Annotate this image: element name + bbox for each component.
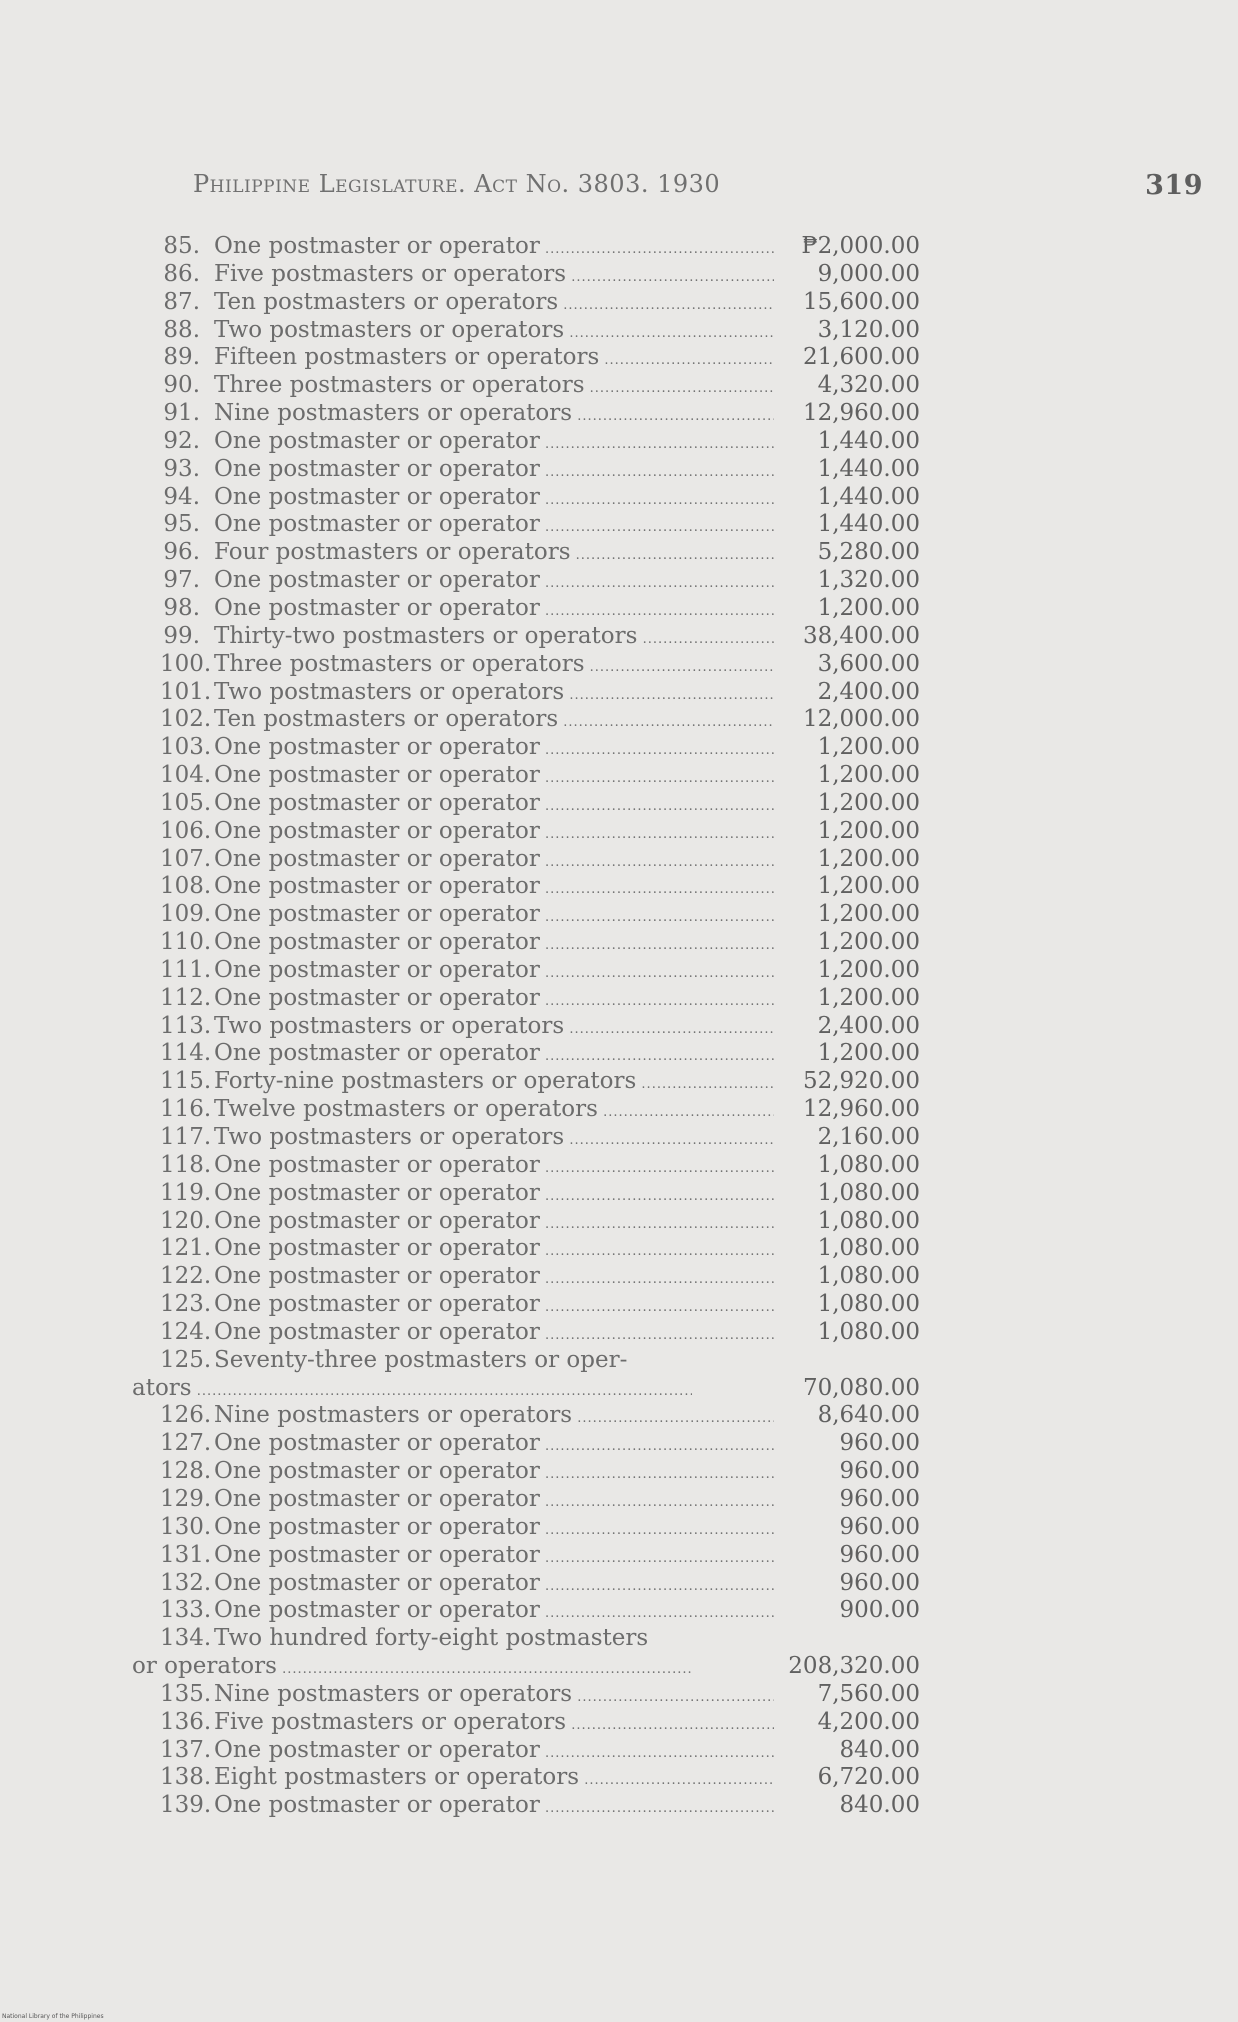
list-item (160, 651, 920, 679)
list-item (160, 1263, 920, 1291)
item-number: 99. (163, 622, 200, 649)
item-amount: 840.00 (839, 1792, 920, 1819)
item-number: 121. (160, 1235, 212, 1262)
item-amount: 9,000.00 (817, 260, 920, 287)
list-item (160, 1430, 920, 1458)
item-description: One postmaster or operator ..... (214, 1486, 774, 1517)
item-number: 136. (160, 1708, 212, 1735)
item-number: 109. (160, 901, 212, 928)
item-amount: 960.00 (839, 1458, 920, 1485)
page-number: 319 (1145, 170, 1203, 201)
item-amount: 5,280.00 (817, 539, 920, 566)
list-item (160, 1486, 920, 1514)
item-amount: 1,440.00 (817, 455, 920, 482)
item-number: 135. (160, 1680, 212, 1707)
item-description: One postmaster or operator ..... (214, 595, 774, 626)
item-description: Five postmasters or operators ..... (214, 261, 774, 292)
item-amount: 1,080.00 (817, 1151, 920, 1178)
item-amount: 1,080.00 (817, 1318, 920, 1345)
list-item (160, 957, 920, 985)
item-description: One postmaster or operator ..... (214, 1319, 774, 1350)
item-number: 108. (160, 873, 212, 900)
item-description: One postmaster or operator ..... (214, 1458, 774, 1489)
item-number: 117. (160, 1124, 212, 1150)
item-description: Eight postmasters or operators ..... (214, 1764, 774, 1795)
item-description: Four postmasters or operators ..... (214, 539, 774, 570)
page-header (193, 170, 1203, 210)
item-description: Nine postmasters or operators ..... (214, 1681, 774, 1712)
list-item (160, 1013, 920, 1041)
item-number: 130. (160, 1513, 212, 1540)
item-number: 138. (160, 1764, 212, 1791)
list-item (160, 484, 920, 512)
item-number: 105. (160, 789, 212, 816)
item-number: 129. (160, 1485, 212, 1512)
item-number: 133. (160, 1597, 212, 1624)
item-amount: 1,200.00 (817, 817, 920, 844)
list-item (160, 1764, 920, 1792)
item-description: One postmaster or operator ..... (214, 1235, 774, 1266)
item-number: 125. (160, 1346, 212, 1373)
item-description: Two hundred forty-eight postmasters (214, 1625, 649, 1652)
list-item (160, 400, 920, 428)
list-item (160, 372, 920, 400)
item-amount: 1,200.00 (817, 873, 920, 900)
item-number: 128. (160, 1458, 212, 1485)
list-item (160, 1681, 920, 1709)
list-item (160, 1597, 920, 1625)
list-item (160, 1570, 920, 1598)
item-description: Ten postmasters or operators ..... (214, 289, 774, 320)
item-description: One postmaster or operator ..... (214, 957, 774, 988)
item-number: 96. (163, 539, 200, 566)
list-item (160, 344, 920, 372)
list-item (160, 289, 920, 317)
list-item (160, 1792, 920, 1820)
item-number: 88. (163, 316, 200, 343)
item-description: One postmaster or operator ..... (214, 1514, 774, 1545)
item-amount: 1,080.00 (817, 1291, 920, 1318)
item-number: 115. (160, 1068, 212, 1095)
list-item (160, 539, 920, 567)
item-amount: 1,080.00 (817, 1263, 920, 1290)
item-description: Fifteen postmasters or operators ..... (214, 344, 774, 375)
footer-credit: National Library of the Philippines (2, 2013, 104, 2020)
item-number: 116. (160, 1096, 212, 1123)
item-number: 100. (160, 650, 212, 677)
item-amount: 2,160.00 (817, 1124, 920, 1150)
list-item (160, 1291, 920, 1319)
item-description: One postmaster or operator ..... (214, 901, 774, 932)
item-number: 110. (160, 929, 212, 956)
list-item (160, 567, 920, 595)
item-number: 132. (160, 1569, 212, 1596)
item-description: Two postmasters or operators ..... (214, 1124, 774, 1155)
item-number: 103. (160, 734, 212, 761)
list-item (132, 1374, 920, 1403)
item-number: 92. (163, 427, 200, 454)
item-amount: 960.00 (839, 1430, 920, 1457)
item-description: Nine postmasters or operators ..... (214, 1402, 774, 1433)
list-item (160, 317, 920, 345)
item-amount: 12,000.00 (802, 706, 920, 733)
item-description: One postmaster or operator ..... (214, 1430, 774, 1461)
list-item (160, 1737, 920, 1765)
item-number: 118. (160, 1151, 212, 1178)
list-item (160, 1208, 920, 1236)
item-number: 93. (163, 455, 200, 482)
item-description: One postmaster or operator ..... (214, 1180, 774, 1211)
list-item (160, 456, 920, 484)
item-number: 102. (160, 706, 212, 733)
item-number: 131. (160, 1541, 212, 1568)
list-item (160, 1402, 920, 1430)
item-number: 91. (163, 400, 200, 427)
item-amount: 840.00 (839, 1736, 920, 1763)
item-amount: 1,320.00 (817, 567, 920, 594)
item-number: 87. (163, 288, 200, 315)
item-amount: 1,200.00 (817, 762, 920, 789)
list-item (160, 1235, 920, 1263)
list-item (160, 1180, 920, 1208)
item-number: 97. (163, 567, 200, 594)
item-description: Three postmasters or operators ..... (214, 372, 774, 403)
list-item (160, 233, 920, 261)
item-description: One postmaster or operator ..... (214, 233, 774, 264)
item-amount: 1,200.00 (817, 734, 920, 761)
item-number: 89. (163, 344, 200, 371)
item-amount: 1,200.00 (817, 901, 920, 928)
list-item (160, 1096, 920, 1124)
list-item (160, 1068, 920, 1096)
item-amount: ₱2,000.00 (801, 233, 920, 259)
list-item (160, 1458, 920, 1486)
item-number: 94. (163, 483, 200, 510)
item-number: 127. (160, 1430, 212, 1457)
item-description: One postmaster or operator ..... (214, 484, 774, 515)
list-item (160, 595, 920, 623)
item-amount: 960.00 (839, 1569, 920, 1596)
item-number: 95. (163, 511, 200, 538)
item-amount: 12,960.00 (802, 400, 920, 427)
item-amount: 2,400.00 (817, 678, 920, 705)
item-amount: 15,600.00 (802, 288, 920, 315)
item-number: 120. (160, 1207, 212, 1234)
item-number: 124. (160, 1318, 212, 1345)
item-number: 126. (160, 1402, 212, 1429)
item-number: 139. (160, 1792, 212, 1819)
list-item (160, 985, 920, 1013)
item-description: One postmaster or operator ..... (214, 790, 774, 821)
list-item (160, 1347, 920, 1375)
item-number: 122. (160, 1263, 212, 1290)
item-description: Twelve postmasters or operators ..... (214, 1096, 774, 1127)
list-item (160, 1040, 920, 1068)
item-number: 134. (160, 1625, 212, 1652)
list-item (160, 1152, 920, 1180)
appropriation-list (132, 233, 920, 1820)
item-description: One postmaster or operator ..... (214, 1737, 774, 1768)
list-item (160, 706, 920, 734)
item-description: One postmaster or operator ..... (214, 1208, 774, 1239)
item-amount: 1,200.00 (817, 594, 920, 621)
item-description: One postmaster or operator ..... (214, 1152, 774, 1183)
item-amount: 960.00 (839, 1541, 920, 1568)
item-amount: 1,200.00 (817, 956, 920, 983)
item-amount: 208,320.00 (788, 1653, 920, 1680)
item-amount: 1,440.00 (817, 483, 920, 510)
item-amount: 21,600.00 (802, 344, 920, 371)
item-amount: 2,400.00 (817, 1012, 920, 1039)
item-description: Ten postmasters or operators ..... (214, 706, 774, 737)
item-description: One postmaster or operator ..... (214, 873, 774, 904)
list-item (160, 261, 920, 289)
item-description: One postmaster or operator ..... (214, 929, 774, 960)
list-item (160, 623, 920, 651)
item-amount: 1,440.00 (817, 511, 920, 538)
item-description: One postmaster or operator ..... (214, 1040, 774, 1071)
item-number: 85. (163, 233, 200, 259)
list-item (160, 511, 920, 539)
item-description: One postmaster or operator ..... (214, 985, 774, 1016)
item-amount: 4,200.00 (817, 1708, 920, 1735)
item-description: One postmaster or operator ..... (214, 1792, 774, 1823)
item-description: Seventy-three postmasters or oper- (214, 1346, 628, 1373)
list-item (160, 679, 920, 707)
list-item (160, 428, 920, 456)
item-number: 112. (160, 984, 212, 1011)
item-description: One postmaster or operator ..... (214, 1263, 774, 1294)
item-amount: 3,600.00 (817, 650, 920, 677)
item-amount: 70,080.00 (802, 1374, 920, 1401)
list-item (160, 929, 920, 957)
item-number: 106. (160, 817, 212, 844)
item-description: One postmaster or operator ..... (214, 1542, 774, 1573)
item-description: One postmaster or operator ..... (214, 734, 774, 765)
item-description: One postmaster or operator ..... (214, 1597, 774, 1628)
list-item (160, 734, 920, 762)
item-number: 123. (160, 1291, 212, 1318)
item-amount: 7,560.00 (817, 1680, 920, 1707)
item-amount: 1,080.00 (817, 1235, 920, 1262)
item-number: 86. (163, 260, 200, 287)
item-number: 101. (160, 678, 212, 705)
item-description: One postmaster or operator ..... (214, 567, 774, 598)
item-number: 114. (160, 1040, 212, 1067)
item-description: One postmaster or operator ..... (214, 818, 774, 849)
list-item (160, 818, 920, 846)
list-item (160, 873, 920, 901)
item-number: 98. (163, 594, 200, 621)
item-number: 111. (160, 956, 212, 983)
item-description: One postmaster or operator ..... (214, 762, 774, 793)
item-number: 113. (160, 1012, 212, 1039)
item-amount: 900.00 (839, 1597, 920, 1624)
item-amount: 1,200.00 (817, 789, 920, 816)
item-description: One postmaster or operator ..... (214, 428, 774, 459)
item-description: One postmaster or operator ..... (214, 846, 774, 877)
list-item (160, 762, 920, 790)
item-amount: 1,200.00 (817, 1040, 920, 1067)
item-number: 104. (160, 762, 212, 789)
item-description: One postmaster or operator ..... (214, 1570, 774, 1601)
item-number: 90. (163, 372, 200, 399)
item-amount: 8,640.00 (817, 1402, 920, 1429)
list-item (160, 901, 920, 929)
item-description: Two postmasters or operators ..... (214, 1013, 774, 1044)
list-item (160, 1542, 920, 1570)
list-item (160, 1319, 920, 1347)
list-item (160, 1124, 920, 1152)
item-amount: 1,080.00 (817, 1207, 920, 1234)
item-description: Thirty-two postmasters or operators ..... (214, 623, 774, 654)
item-amount: 38,400.00 (802, 622, 920, 649)
item-amount: 1,080.00 (817, 1179, 920, 1206)
item-description: One postmaster or operator ..... (214, 511, 774, 542)
item-description: Two postmasters or operators ..... (214, 317, 774, 348)
item-amount: 52,920.00 (802, 1068, 920, 1095)
item-number: 119. (160, 1179, 212, 1206)
item-description: Five postmasters or operators ..... (214, 1709, 774, 1740)
item-description: Three postmasters or operators ..... (214, 651, 774, 682)
running-title: Philippine Legislature. Act No. 3803. 1930 (193, 170, 721, 198)
item-amount: 960.00 (839, 1513, 920, 1540)
item-amount: 960.00 (839, 1485, 920, 1512)
list-item (160, 846, 920, 874)
item-number: 107. (160, 845, 212, 872)
item-description: One postmaster or operator ..... (214, 456, 774, 487)
item-amount: 1,200.00 (817, 845, 920, 872)
item-amount: 3,120.00 (817, 316, 920, 343)
item-description: Two postmasters or operators ..... (214, 679, 774, 710)
item-description: ators ..... (132, 1375, 692, 1406)
item-description: or operators ..... (132, 1653, 692, 1684)
item-amount: 1,200.00 (817, 984, 920, 1011)
item-amount: 1,440.00 (817, 427, 920, 454)
list-item (160, 1514, 920, 1542)
list-item (132, 1653, 920, 1681)
item-amount: 12,960.00 (802, 1096, 920, 1123)
list-item (160, 1625, 920, 1653)
item-number: 137. (160, 1736, 212, 1763)
item-description: Nine postmasters or operators ..... (214, 400, 774, 431)
item-amount: 6,720.00 (817, 1764, 920, 1791)
list-item (160, 790, 920, 818)
item-amount: 1,200.00 (817, 929, 920, 956)
item-description: One postmaster or operator ..... (214, 1291, 774, 1322)
item-description: Forty-nine postmasters or operators ..... (214, 1068, 774, 1099)
list-item (160, 1709, 920, 1737)
item-amount: 4,320.00 (817, 372, 920, 399)
